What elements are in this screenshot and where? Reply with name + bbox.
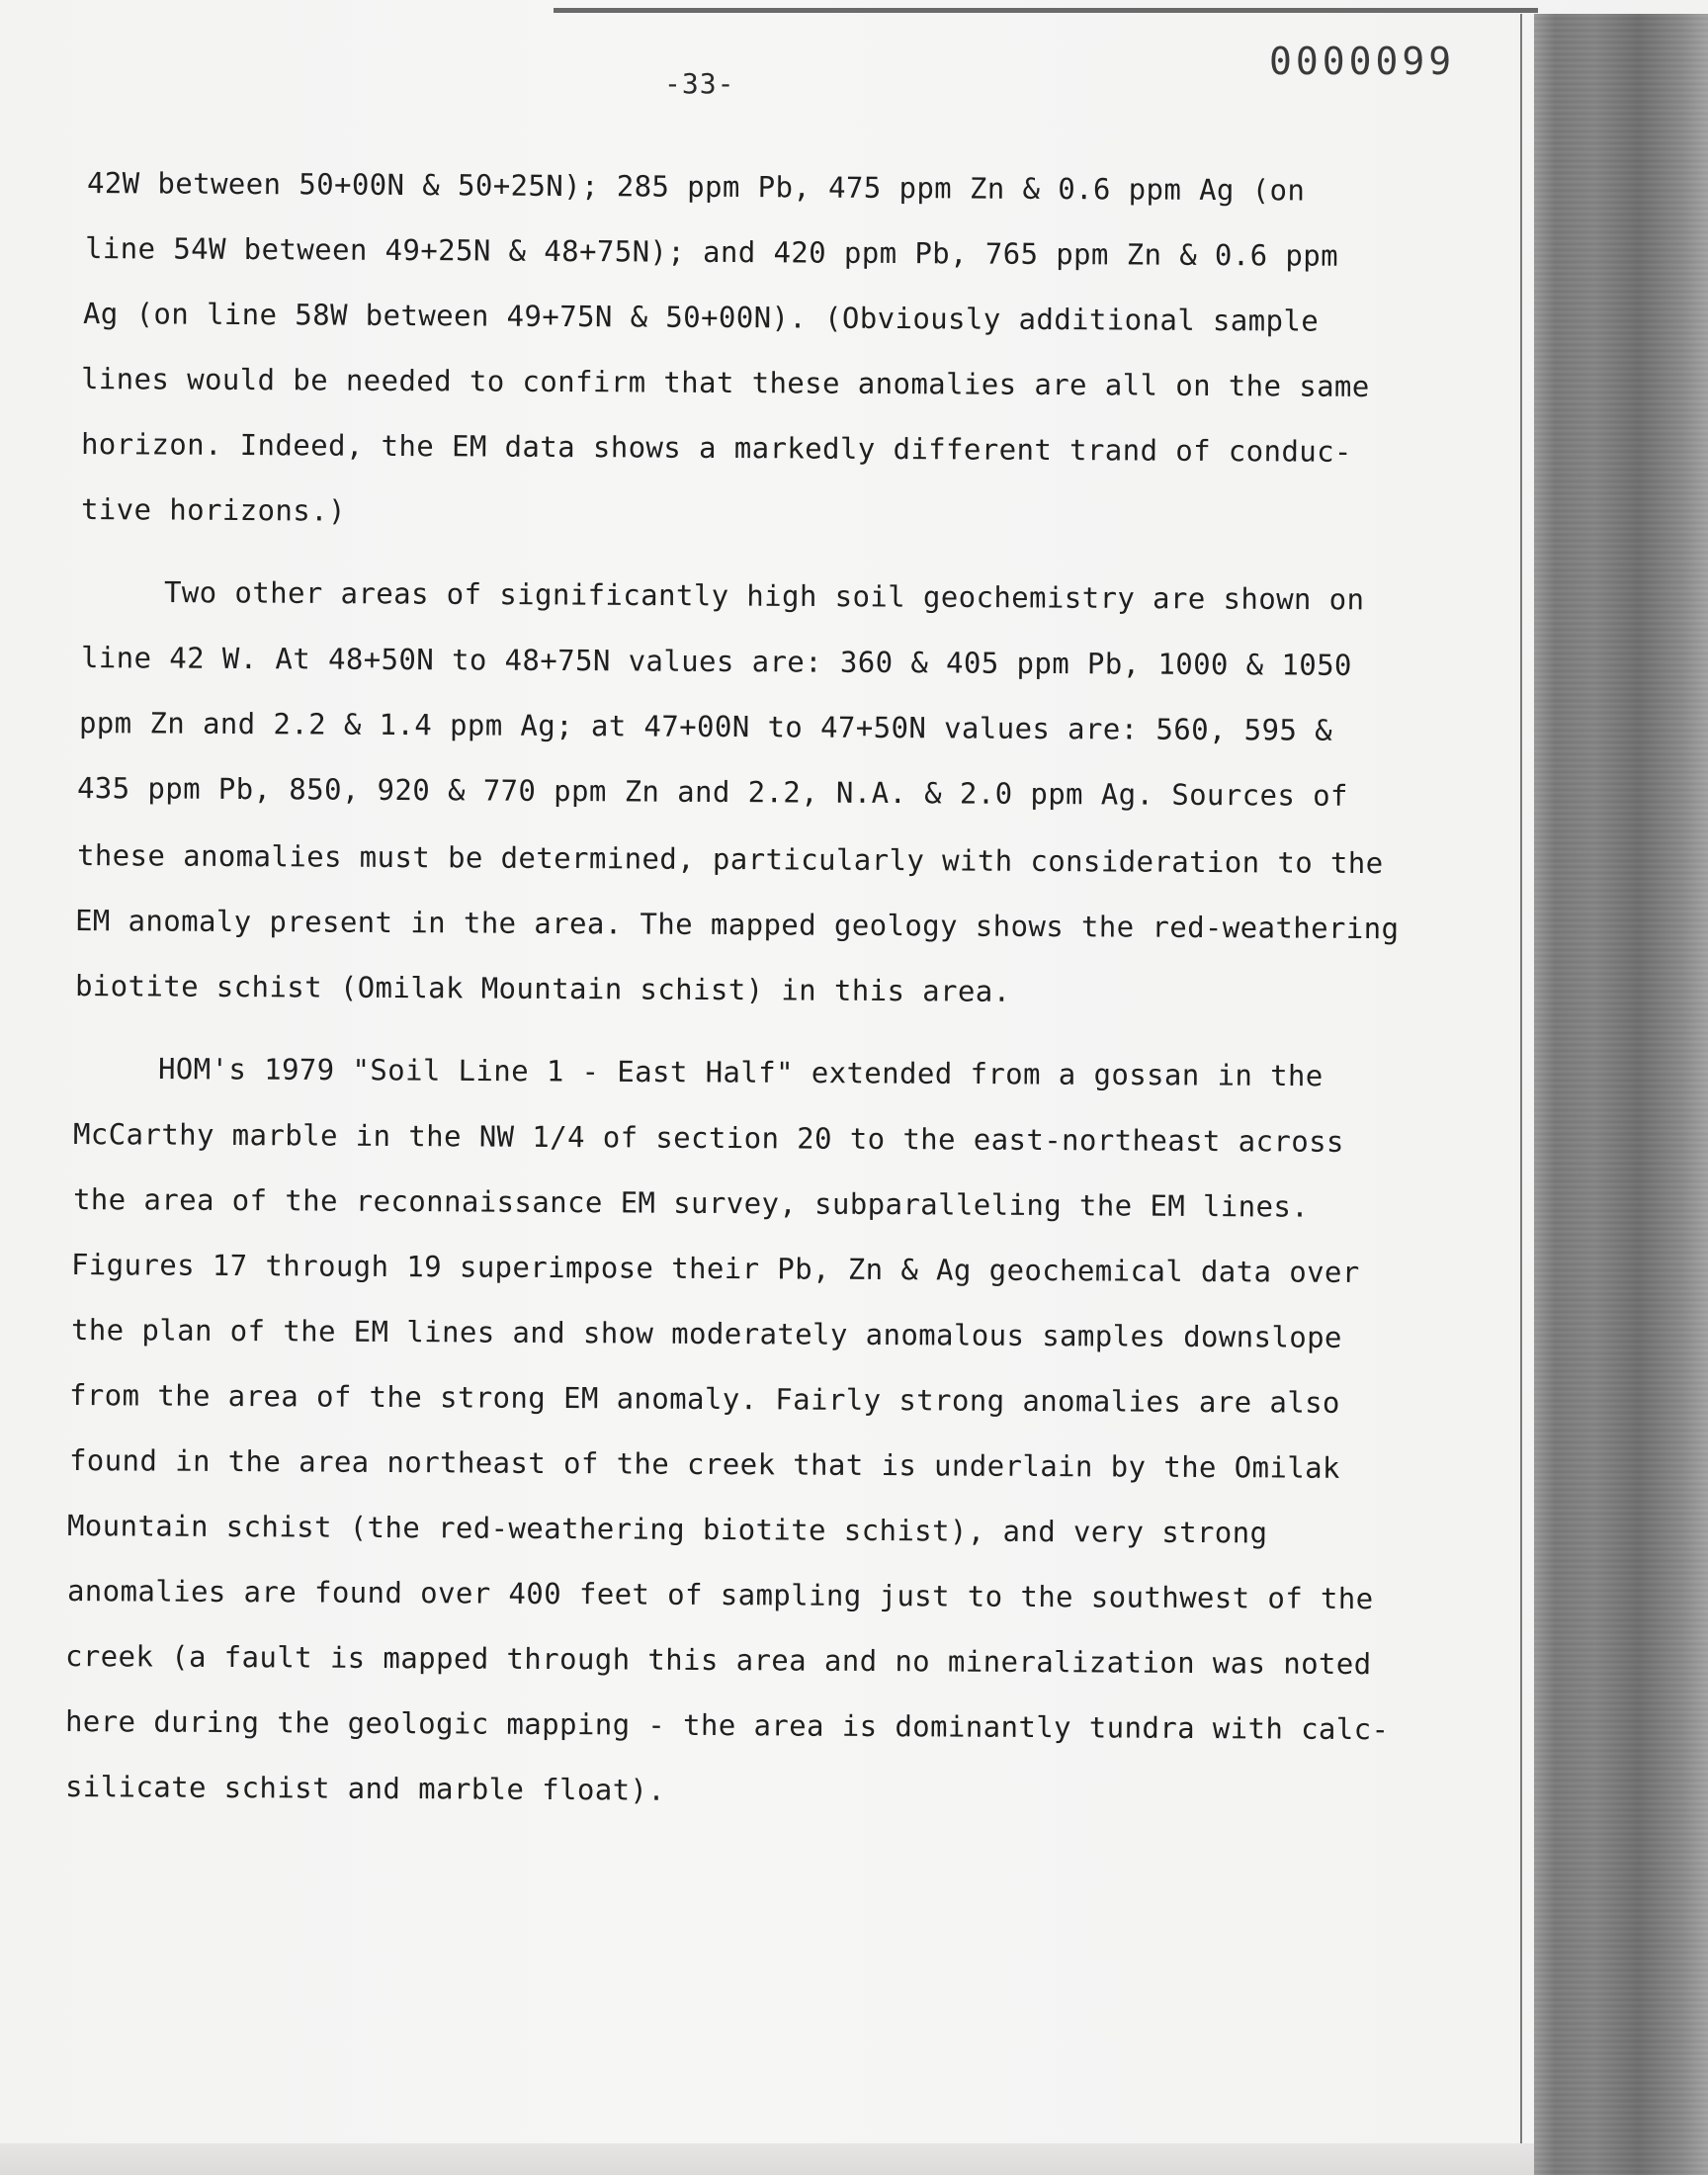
text-line: Figures 17 through 19 superimpose their Pb, Zn & Ag geochemical data over xyxy=(70,1248,1360,1289)
text-line: ppm Zn and 2.2 & 1.4 ppm Ag; at 47+00N to 47+50N values are: 560, 595 & xyxy=(78,706,1333,747)
page-bottom-edge xyxy=(0,2143,1534,2175)
text-line: tive horizons.) xyxy=(80,492,347,528)
text-line: line 54W between 49+25N & 48+75N); and 420 ppm Pb, 765 ppm Zn & 0.6 ppm xyxy=(84,231,1339,273)
text-line: McCarthy marble in the NW 1/4 of section 20 to the east-northeast across xyxy=(72,1117,1344,1159)
text-line: the area of the reconnaissance EM survey, subparalleling the EM lines. xyxy=(72,1182,1310,1224)
text-line: silicate schist and marble float). xyxy=(64,1770,666,1807)
page-top-edge xyxy=(554,8,1538,13)
text-line: Ag (on line 58W between 49+75N & 50+00N). (Obviously additional sample xyxy=(82,297,1320,338)
document-id-stamp: 0000099 xyxy=(1269,40,1456,83)
page-inner-border xyxy=(1520,14,1522,2175)
text-line: Two other areas of significantly high soil geochemistry are shown on xyxy=(163,575,1365,617)
text-line: found in the area northeast of the creek that is underlain by the Omilak xyxy=(68,1443,1340,1485)
scan-shadow-edge xyxy=(1534,14,1708,2175)
text-line: HOM's 1979 "Soil Line 1 - East Half" extended from a gossan in the xyxy=(157,1052,1324,1093)
text-line: creek (a fault is mapped through this area and no mineralization was noted xyxy=(64,1639,1372,1682)
text-line: 435 ppm Pb, 850, 920 & 770 ppm Zn and 2.2, N.A. & 2.0 ppm Ag. Sources of xyxy=(76,771,1348,813)
text-line: line 42 W. At 48+50N to 48+75N values are: 360 & 405 ppm Pb, 1000 & 1050 xyxy=(80,641,1352,682)
text-line: horizon. Indeed, the EM data shows a markedly different trand of conduc- xyxy=(80,427,1352,469)
text-line: from the area of the strong EM anomaly. Fairly strong anomalies are also xyxy=(68,1378,1340,1420)
text-line: 42W between 50+00N & 50+25N); 285 ppm Pb, 475 ppm Zn & 0.6 ppm Ag (on xyxy=(86,166,1306,208)
text-line: here during the geologic mapping - the area is dominantly tundra with calc- xyxy=(64,1704,1390,1747)
text-line: EM anomaly present in the area. The mapped geology shows the red-weathering xyxy=(74,904,1400,946)
text-line: these anomalies must be determined, particularly with consideration to the xyxy=(76,838,1384,881)
text-line: biotite schist (Omilak Mountain schist) in this area. xyxy=(74,969,1011,1008)
text-line: lines would be needed to confirm that these anomalies are all on the same xyxy=(80,362,1370,403)
page-number: -33- xyxy=(664,67,735,100)
text-line: anomalies are found over 400 feet of sampling just to the southwest of the xyxy=(66,1574,1374,1616)
text-line: the plan of the EM lines and show moderately anomalous samples downslope xyxy=(70,1313,1342,1354)
text-line: Mountain schist (the red-weathering biotite schist), and very strong xyxy=(66,1509,1268,1550)
